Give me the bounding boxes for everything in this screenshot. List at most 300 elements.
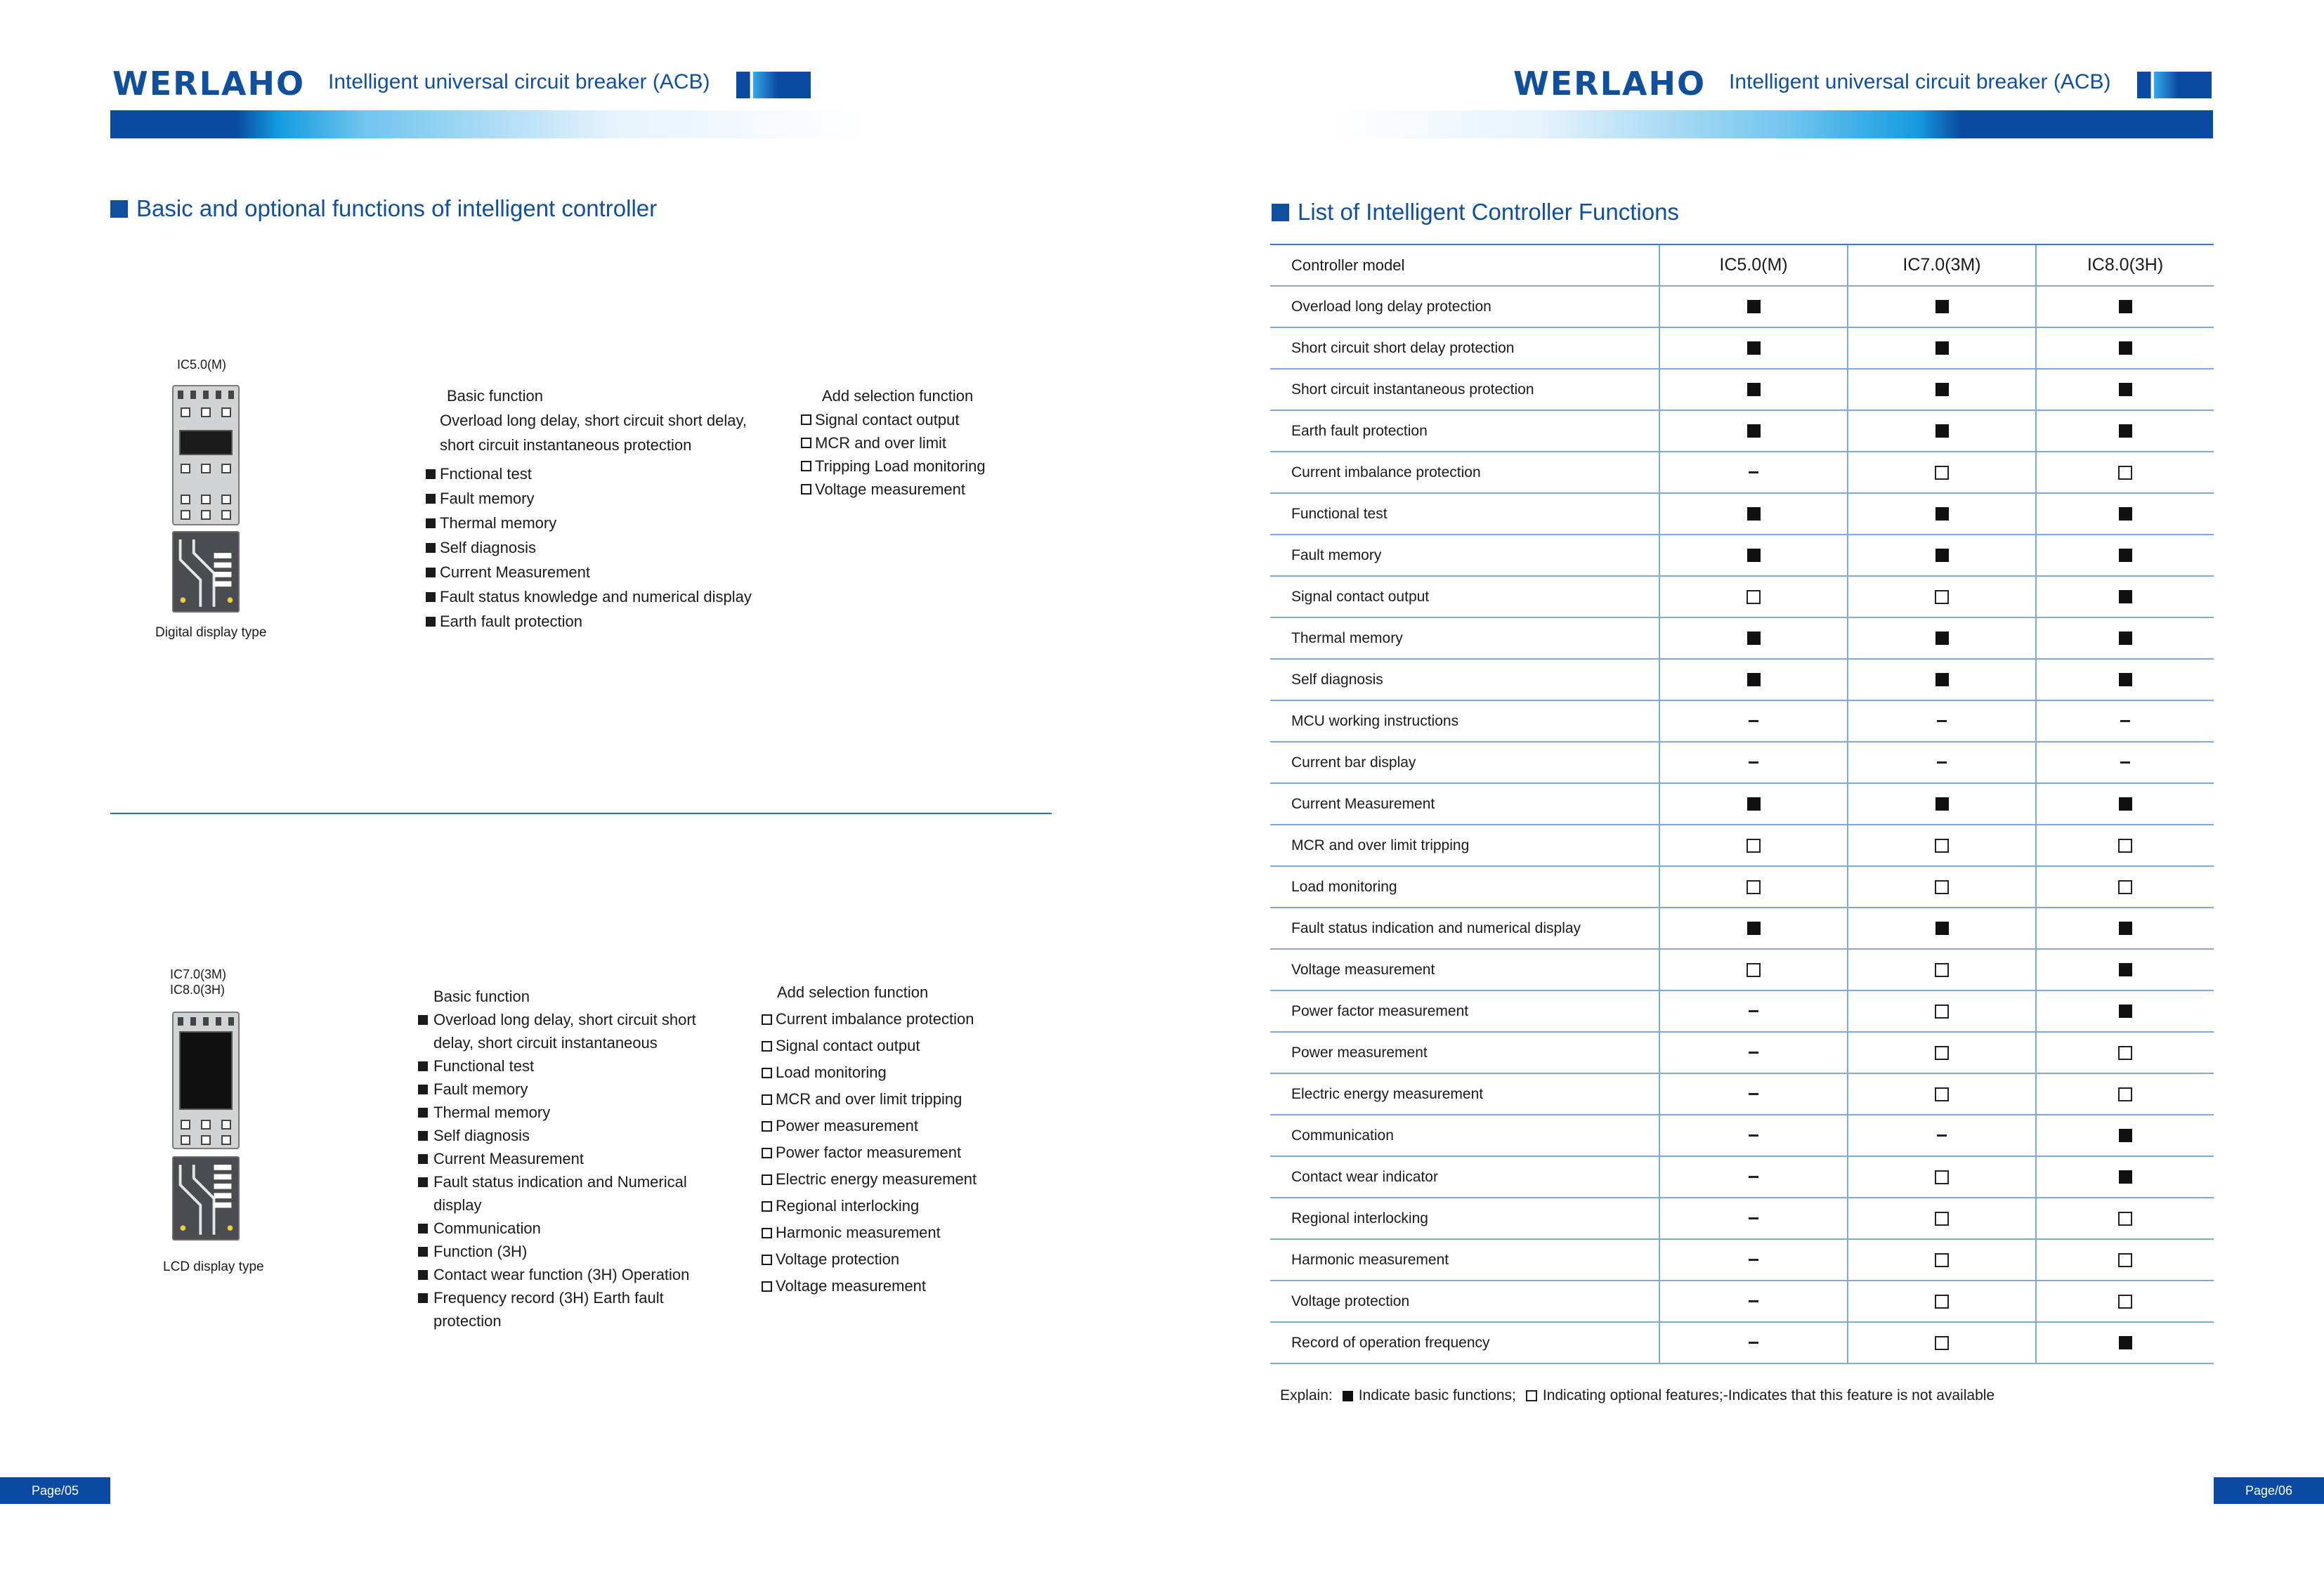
basic-function-icon	[1935, 341, 1949, 355]
block1-controller-image	[172, 385, 240, 525]
basic-marker-icon	[418, 1270, 428, 1280]
availability-cell	[1660, 660, 1848, 700]
availability-cell	[1848, 991, 2037, 1031]
brand-tagline-right: Intelligent universal circuit breaker (ACB)	[1729, 70, 2111, 93]
availability-cell	[1660, 1198, 1848, 1238]
table-row	[1270, 618, 2214, 660]
block1-wiring-plate-image	[172, 531, 240, 613]
basic-item: Self diagnosis	[418, 1124, 713, 1147]
basic-item: Frequency record (3H) Earth fault protection	[418, 1286, 713, 1333]
table-row	[1270, 660, 2214, 701]
availability-cell	[2037, 618, 2214, 658]
table-row	[1270, 1033, 2214, 1074]
basic-item: Current Measurement	[426, 560, 770, 584]
availability-cell	[1848, 577, 2037, 617]
basic-marker-icon	[426, 494, 436, 504]
not-available-icon	[1749, 1093, 1758, 1095]
basic-item: Fnctional test	[426, 462, 770, 486]
availability-cell	[2037, 867, 2214, 907]
block2-wiring-plate-image	[172, 1156, 240, 1241]
not-available-icon	[1749, 1134, 1758, 1137]
availability-cell	[2037, 1323, 2214, 1363]
basic-function-icon	[2119, 673, 2132, 686]
basic-function-icon	[1747, 797, 1761, 811]
basic-marker-icon	[426, 469, 436, 479]
add-item: Regional interlocking	[762, 1193, 1007, 1219]
table-row	[1270, 452, 2214, 494]
basic-function-icon	[2119, 424, 2132, 438]
availability-cell	[1848, 701, 2037, 741]
availability-cell	[1660, 328, 1848, 368]
optional-marker-icon	[762, 1121, 772, 1132]
availability-cell	[1848, 369, 2037, 410]
not-available-icon	[1749, 1010, 1758, 1012]
not-available-icon	[1937, 720, 1947, 722]
lcd-display-screen	[179, 1031, 233, 1110]
availability-cell	[1848, 908, 2037, 948]
digital-display-screen	[179, 430, 233, 455]
optional-function-icon	[2118, 1212, 2132, 1226]
basic-function-icon	[2119, 590, 2132, 603]
availability-cell	[1848, 950, 2037, 990]
availability-cell	[1660, 577, 1848, 617]
availability-cell	[1848, 452, 2037, 492]
optional-function-icon	[1747, 963, 1761, 977]
control-buttons-row1	[181, 1120, 231, 1130]
not-available-icon	[1749, 1176, 1758, 1178]
basic-function-icon	[2119, 1129, 2132, 1142]
basic-function-icon	[1935, 424, 1949, 438]
section-bullet-icon	[1272, 204, 1289, 221]
not-available-icon	[1937, 761, 1947, 764]
availability-cell	[1848, 1074, 2037, 1114]
table-row	[1270, 287, 2214, 328]
right-section-title-text: List of Intelligent Controller Functions	[1298, 199, 1679, 225]
basic-function-icon	[1935, 383, 1949, 396]
basic-item: Self diagnosis	[426, 535, 770, 560]
availability-cell	[2037, 535, 2214, 575]
function-name-cell: Communication	[1270, 1115, 1660, 1156]
availability-cell	[1848, 1323, 2037, 1363]
availability-cell	[1660, 701, 1848, 741]
optional-function-icon	[1935, 839, 1949, 853]
table-row	[1270, 369, 2214, 411]
basic-function-icon	[1935, 922, 1949, 935]
table-row	[1270, 494, 2214, 535]
add-item: Signal contact output	[801, 408, 1040, 431]
optional-marker-icon	[762, 1281, 772, 1292]
add-item: Electric energy measurement	[762, 1166, 1007, 1193]
add-item: Power factor measurement	[762, 1139, 1007, 1166]
optional-function-icon	[1935, 1253, 1949, 1267]
not-available-icon	[2120, 761, 2130, 764]
availability-cell	[1660, 1240, 1848, 1280]
table-row	[1270, 867, 2214, 908]
function-name-cell: MCR and over limit tripping	[1270, 825, 1660, 865]
basic-item: Fault memory	[418, 1078, 713, 1101]
not-available-icon	[1937, 1134, 1947, 1137]
table-header-cell: Controller model	[1270, 245, 1660, 285]
table-row	[1270, 1115, 2214, 1157]
not-available-icon	[1749, 1342, 1758, 1344]
brand-logo-left: WERLAHO	[112, 65, 306, 103]
availability-cell	[2037, 991, 2214, 1031]
basic-function-icon	[2119, 549, 2132, 562]
availability-cell	[2037, 784, 2214, 824]
availability-cell	[1660, 1115, 1848, 1156]
availability-cell	[1660, 1281, 1848, 1321]
basic-marker-icon	[418, 1177, 428, 1187]
availability-cell	[2037, 1033, 2214, 1073]
right-section-title	[1272, 199, 1679, 225]
availability-cell	[1660, 867, 1848, 907]
table-header-cell: IC8.0(3H)	[2087, 255, 2164, 275]
block2-controller-image	[172, 1012, 240, 1149]
control-buttons-row3	[181, 495, 231, 504]
availability-cell	[1848, 1240, 2037, 1280]
add-item: Voltage measurement	[801, 478, 1040, 501]
add-item: Voltage protection	[762, 1246, 1007, 1273]
availability-cell	[2037, 328, 2214, 368]
table-header-cell: IC7.0(3M)	[1848, 245, 2037, 285]
basic-marker-icon	[418, 1247, 428, 1257]
basic-function-icon	[2119, 507, 2132, 521]
availability-cell	[1848, 287, 2037, 327]
brand-accent-block-left	[736, 72, 811, 98]
optional-marker-icon	[801, 414, 811, 425]
table-row	[1270, 577, 2214, 618]
not-available-icon	[2120, 720, 2130, 722]
optional-function-icon	[1935, 1295, 1949, 1309]
basic-item: Contact wear function (3H) Operation	[418, 1263, 713, 1286]
function-name-cell: Functional test	[1270, 494, 1660, 534]
basic-function-icon	[1747, 341, 1761, 355]
table-row	[1270, 908, 2214, 950]
optional-function-icon	[1935, 1046, 1949, 1060]
section-bullet-icon	[110, 200, 128, 218]
availability-cell	[2037, 1198, 2214, 1238]
availability-cell	[1660, 742, 1848, 783]
page-number-left: Page/05	[0, 1477, 110, 1504]
add-item: Tripping Load monitoring	[801, 454, 1040, 478]
optional-function-icon	[1935, 1005, 1949, 1019]
left-section-title-text: Basic and optional functions of intelligent controller	[136, 195, 658, 221]
function-name-cell: Short circuit instantaneous protection	[1270, 369, 1660, 410]
table-row	[1270, 1323, 2214, 1364]
availability-cell	[1848, 535, 2037, 575]
availability-cell	[2037, 1115, 2214, 1156]
basic-function-icon	[2119, 383, 2132, 396]
optional-marker-icon	[762, 1228, 772, 1238]
optional-function-icon	[1935, 1212, 1949, 1226]
brand-accent-block-right	[2137, 72, 2212, 98]
availability-cell	[1848, 784, 2037, 824]
header-gradient-band	[110, 110, 2213, 138]
basic-function-icon	[1747, 424, 1761, 438]
availability-cell	[2037, 287, 2214, 327]
availability-cell	[1660, 494, 1848, 534]
left-section-title	[110, 195, 657, 222]
optional-function-icon	[1747, 880, 1761, 894]
basic-marker-icon	[418, 1085, 428, 1094]
availability-cell	[2037, 825, 2214, 865]
optional-function-icon	[2118, 1253, 2132, 1267]
basic-item: Fault status indication and Numerical display	[418, 1170, 713, 1217]
availability-cell	[1848, 1115, 2037, 1156]
block2-basic-functions	[418, 985, 713, 1333]
control-buttons-row2	[181, 1135, 231, 1145]
availability-cell	[2037, 577, 2214, 617]
not-available-icon	[1749, 471, 1758, 473]
optional-function-icon	[2118, 1046, 2132, 1060]
table-row	[1270, 784, 2214, 825]
basic-item: Communication	[418, 1217, 713, 1240]
availability-cell	[1660, 535, 1848, 575]
add-item: Current imbalance protection	[762, 1006, 1007, 1033]
function-name-cell: Earth fault protection	[1270, 411, 1660, 451]
optional-marker-icon	[762, 1041, 772, 1052]
block2-model-label: IC7.0(3M) IC8.0(3H)	[170, 967, 227, 997]
optional-function-icon	[2118, 1295, 2132, 1309]
table-row	[1270, 1240, 2214, 1281]
function-name-cell: Fault memory	[1270, 535, 1660, 575]
basic-item: Overload long delay, short circuit short delay, short circuit instantaneous protection	[440, 412, 747, 454]
availability-cell	[1660, 1157, 1848, 1197]
block1-add-functions	[801, 384, 1040, 501]
optional-function-icon	[1935, 1087, 1949, 1101]
basic-item: Thermal memory	[418, 1101, 713, 1124]
basic-marker-icon	[418, 1061, 428, 1071]
table-row	[1270, 1198, 2214, 1240]
availability-cell	[1848, 618, 2037, 658]
availability-cell	[1848, 660, 2037, 700]
optional-function-icon	[2118, 839, 2132, 853]
availability-cell	[1848, 742, 2037, 783]
availability-cell	[2037, 369, 2214, 410]
function-name-cell: Harmonic measurement	[1270, 1240, 1660, 1280]
table-row	[1270, 411, 2214, 452]
basic-item: Function (3H)	[418, 1240, 713, 1263]
basic-marker-icon	[418, 1224, 428, 1234]
brand-logo-right: WERLAHO	[1513, 65, 1706, 103]
block2-type-label: LCD display type	[163, 1259, 264, 1274]
block1-model-label: IC5.0(M)	[177, 358, 227, 372]
optional-function-icon	[2118, 466, 2132, 480]
function-name-cell: Electric energy measurement	[1270, 1074, 1660, 1114]
legend-none-text: -Indicates that this feature is not available	[1723, 1387, 1995, 1403]
basic-marker-icon	[418, 1015, 428, 1025]
table-row	[1270, 742, 2214, 784]
optional-marker-icon	[762, 1068, 772, 1078]
table-row	[1270, 1281, 2214, 1323]
availability-cell	[1660, 825, 1848, 865]
basic-item: Fault status knowledge and numerical display	[426, 584, 770, 609]
optional-function-icon	[1935, 963, 1949, 977]
basic-legend-icon	[1343, 1391, 1353, 1401]
table-row	[1270, 328, 2214, 369]
basic-heading: Basic function	[433, 988, 530, 1005]
function-name-cell: Thermal memory	[1270, 618, 1660, 658]
optional-marker-icon	[762, 1148, 772, 1158]
availability-cell	[2037, 701, 2214, 741]
availability-cell	[1660, 908, 1848, 948]
table-header-row	[1270, 245, 2214, 287]
function-name-cell: Voltage measurement	[1270, 950, 1660, 990]
basic-function-icon	[2119, 1005, 2132, 1018]
basic-function-icon	[2119, 632, 2132, 645]
function-name-cell: Power factor measurement	[1270, 991, 1660, 1031]
availability-cell	[2037, 660, 2214, 700]
availability-cell	[1848, 411, 2037, 451]
optional-marker-icon	[762, 1174, 772, 1185]
availability-cell	[1660, 1033, 1848, 1073]
optional-function-icon	[1935, 1336, 1949, 1350]
optional-marker-icon	[801, 484, 811, 495]
not-available-icon	[1749, 1217, 1758, 1219]
basic-marker-icon	[426, 592, 436, 602]
page-number-right: Page/06	[2214, 1477, 2324, 1504]
basic-function-icon	[2119, 922, 2132, 935]
control-buttons-row1	[181, 407, 231, 417]
basic-function-icon	[2119, 797, 2132, 811]
function-name-cell: Load monitoring	[1270, 867, 1660, 907]
control-buttons-row4	[181, 510, 231, 520]
legend-basic-text: Indicate basic functions;	[1358, 1387, 1516, 1403]
basic-function-icon	[2119, 1336, 2132, 1349]
legend-label: Explain:	[1280, 1387, 1333, 1403]
basic-marker-icon	[418, 1293, 428, 1303]
availability-cell	[2037, 1074, 2214, 1114]
availability-cell	[1848, 1198, 2037, 1238]
availability-cell	[2037, 1157, 2214, 1197]
availability-cell	[1660, 784, 1848, 824]
function-name-cell: Current imbalance protection	[1270, 452, 1660, 492]
optional-function-icon	[1935, 466, 1949, 480]
function-name-cell: Overload long delay protection	[1270, 287, 1660, 327]
block2-add-functions	[762, 979, 1007, 1300]
optional-marker-icon	[762, 1255, 772, 1265]
function-name-cell: Fault status indication and numerical display	[1270, 908, 1660, 948]
brand-tagline-left: Intelligent universal circuit breaker (ACB)	[328, 70, 710, 93]
table-row	[1270, 701, 2214, 742]
optional-function-icon	[2118, 880, 2132, 894]
table-row	[1270, 825, 2214, 867]
optional-marker-icon	[801, 461, 811, 471]
basic-item: Overload long delay, short circuit short delay, short circuit instantaneous	[418, 1008, 713, 1054]
availability-cell	[1660, 287, 1848, 327]
basic-function-icon	[2119, 341, 2132, 355]
basic-marker-icon	[418, 1131, 428, 1141]
availability-cell	[2037, 908, 2214, 948]
basic-function-icon	[1747, 507, 1761, 521]
basic-heading: Basic function	[447, 387, 543, 405]
table-header-cell: IC5.0(M)	[1660, 245, 1848, 285]
availability-cell	[2037, 1281, 2214, 1321]
optional-function-icon	[1747, 839, 1761, 853]
left-page-divider	[110, 813, 1052, 814]
function-name-cell: Record of operation frequency	[1270, 1323, 1660, 1363]
function-name-cell: Contact wear indicator	[1270, 1157, 1660, 1197]
optional-function-icon	[1747, 590, 1761, 604]
table-row	[1270, 991, 2214, 1033]
basic-marker-icon	[426, 518, 436, 528]
function-name-cell: Regional interlocking	[1270, 1198, 1660, 1238]
availability-cell	[1848, 825, 2037, 865]
availability-cell	[2037, 1240, 2214, 1280]
table-row	[1270, 1074, 2214, 1115]
controller-functions-table	[1270, 244, 2214, 1364]
availability-cell	[1848, 1157, 2037, 1197]
optional-function-icon	[2118, 1087, 2132, 1101]
basic-function-icon	[1747, 632, 1761, 645]
basic-function-icon	[1747, 922, 1761, 935]
basic-item: Current Measurement	[418, 1147, 713, 1170]
wiring-diagram-icon	[174, 1158, 238, 1239]
add-item: Signal contact output	[762, 1033, 1007, 1059]
availability-cell	[1660, 618, 1848, 658]
availability-cell	[1660, 369, 1848, 410]
availability-cell	[1660, 411, 1848, 451]
function-name-cell: Current Measurement	[1270, 784, 1660, 824]
add-heading: Add selection function	[822, 387, 974, 405]
table-row	[1270, 950, 2214, 991]
table-row	[1270, 535, 2214, 577]
table-row	[1270, 1157, 2214, 1198]
basic-function-icon	[1747, 383, 1761, 396]
basic-marker-icon	[418, 1108, 428, 1118]
add-item: Power measurement	[762, 1113, 1007, 1139]
add-item: MCR and over limit tripping	[762, 1086, 1007, 1113]
function-name-cell: Current bar display	[1270, 742, 1660, 783]
indicator-led-strip	[178, 391, 234, 402]
optional-legend-icon	[1526, 1390, 1537, 1401]
wiring-diagram-icon	[174, 532, 238, 611]
not-available-icon	[1749, 761, 1758, 764]
optional-function-icon	[1935, 880, 1949, 894]
availability-cell	[1848, 867, 2037, 907]
basic-function-icon	[1935, 797, 1949, 811]
not-available-icon	[1749, 1052, 1758, 1054]
optional-marker-icon	[801, 438, 811, 448]
function-name-cell: Signal contact output	[1270, 577, 1660, 617]
optional-marker-icon	[762, 1094, 772, 1105]
basic-function-icon	[1935, 549, 1949, 562]
availability-cell	[2037, 452, 2214, 492]
add-item: Load monitoring	[762, 1059, 1007, 1086]
basic-item: Functional test	[418, 1054, 713, 1078]
availability-cell	[1660, 452, 1848, 492]
add-heading: Add selection function	[777, 983, 929, 1001]
availability-cell	[1848, 494, 2037, 534]
optional-function-icon	[1935, 590, 1949, 604]
table-body	[1270, 287, 2214, 1364]
optional-marker-icon	[762, 1014, 772, 1025]
basic-marker-icon	[426, 568, 436, 577]
availability-cell	[1848, 328, 2037, 368]
basic-function-icon	[1935, 632, 1949, 645]
availability-cell	[2037, 742, 2214, 783]
basic-item: Thermal memory	[426, 511, 770, 535]
basic-function-icon	[1747, 673, 1761, 686]
basic-function-icon	[2119, 963, 2132, 976]
basic-marker-icon	[426, 543, 436, 553]
not-available-icon	[1749, 720, 1758, 722]
indicator-led-strip	[178, 1017, 234, 1028]
basic-function-icon	[1747, 300, 1761, 313]
function-name-cell: Short circuit short delay protection	[1270, 328, 1660, 368]
not-available-icon	[1749, 1300, 1758, 1302]
block1-type-label: Digital display type	[155, 625, 267, 640]
